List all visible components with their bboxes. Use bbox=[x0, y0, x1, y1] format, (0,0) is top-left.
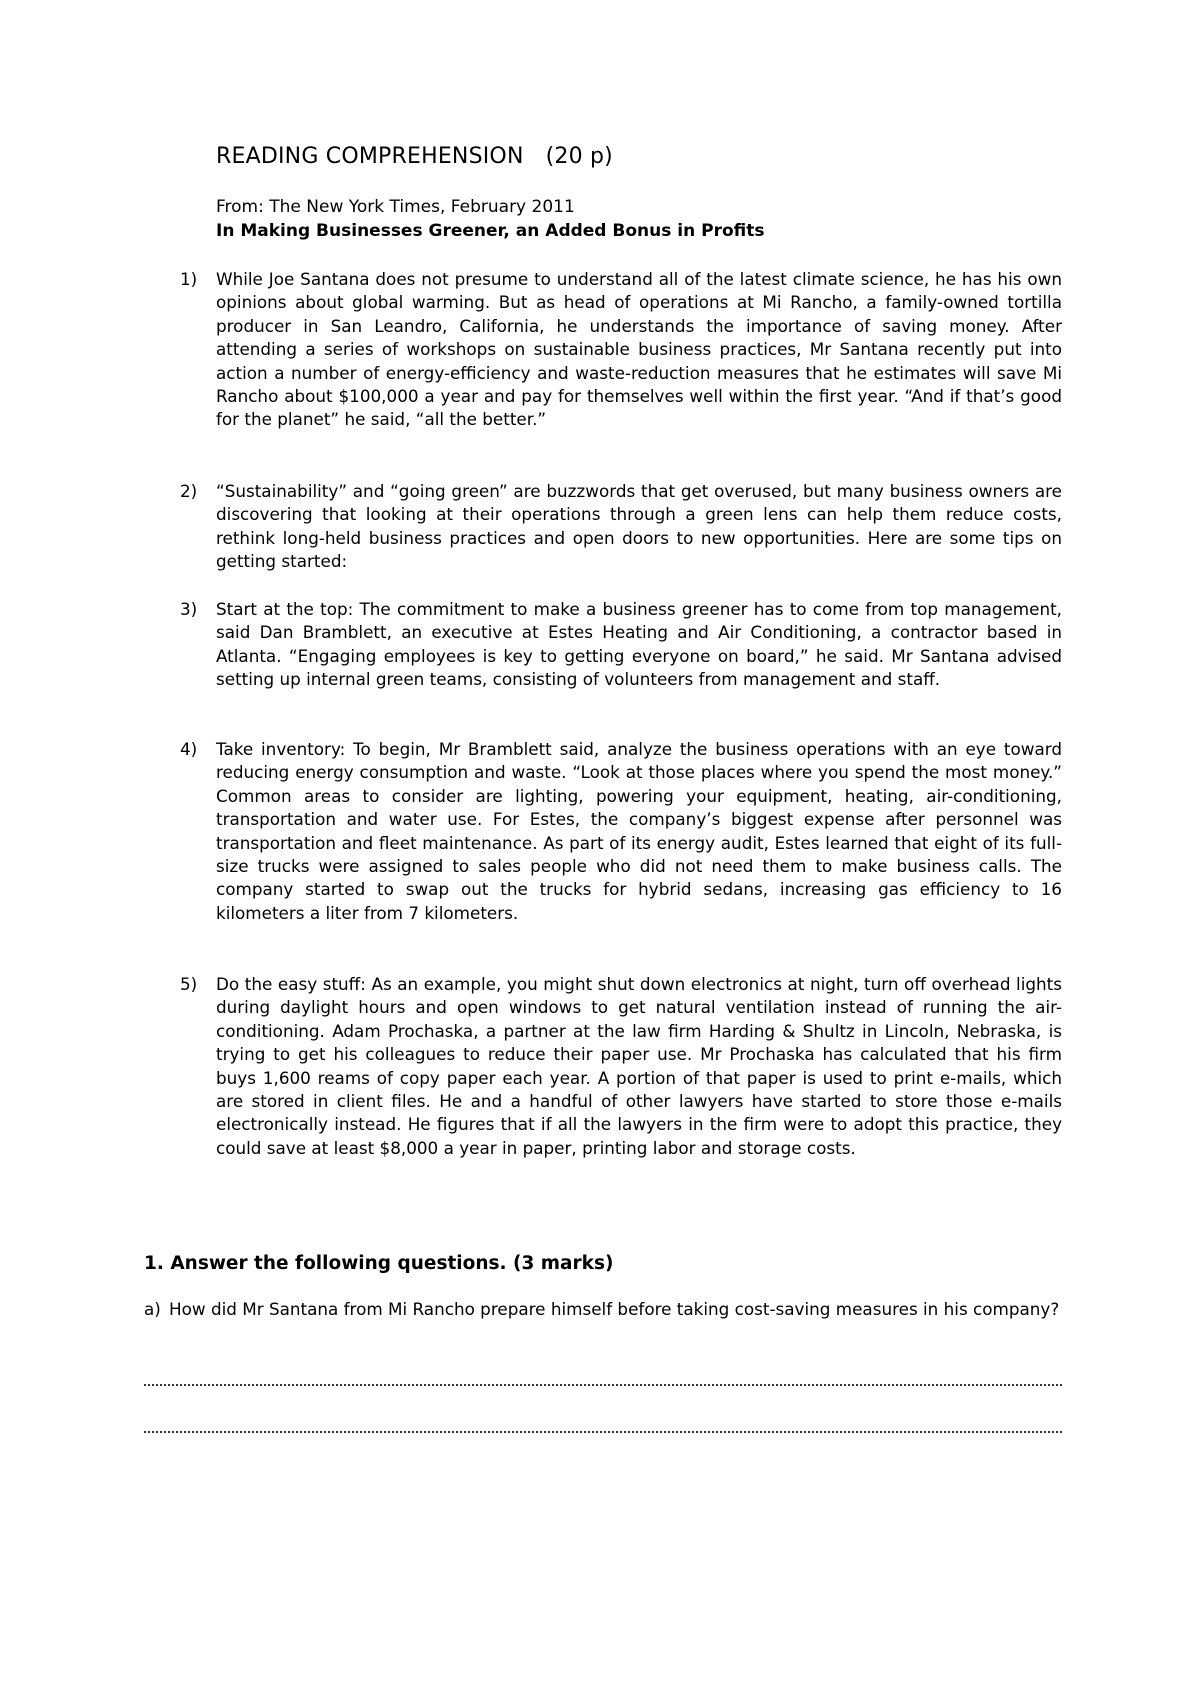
page-title bbox=[216, 144, 613, 169]
paragraph-text: Start at the top: The commitment to make a business greener has to come from top management, said Dan Bramblett, an executive at Estes Heating and Air Conditioning, a contractor based in Atlanta. “Engaging employees is key to getting everyone on board,” he said. Mr Santana advised setting up internal green teams, consisting of volunteers from management and staff. bbox=[216, 599, 1062, 690]
article-source: From: The New York Times, February 2011 bbox=[216, 197, 575, 217]
question-label: a) bbox=[144, 1299, 161, 1319]
title-score: (20 p) bbox=[545, 144, 613, 169]
paragraph-number: 2) bbox=[180, 481, 198, 501]
question-a bbox=[144, 1297, 1062, 1321]
question-text: How did Mr Santana from Mi Rancho prepare himself before taking cost-saving measures in his company? bbox=[169, 1299, 1060, 1319]
paragraph-2 bbox=[180, 480, 1062, 574]
answer-line-2[interactable] bbox=[144, 1431, 1062, 1433]
paragraph-4 bbox=[180, 738, 1062, 925]
exercise-heading: 1. Answer the following questions. (3 marks) bbox=[144, 1253, 614, 1274]
paragraph-number: 3) bbox=[180, 599, 198, 619]
paragraph-3 bbox=[180, 598, 1062, 692]
paragraph-text: “Sustainability” and “going green” are buzzwords that get overused, but many business owners are discovering that looking at their operations through a green lens can help them reduce costs, rethink long-held business practices and open doors to new opportunities. Here are some tips on getting started: bbox=[216, 481, 1062, 572]
paragraph-text: Do the easy stuff: As an example, you might shut down electronics at night, turn off overhead lights during daylight hours and open windows to get natural ventilation instead of running the air-conditioning. Adam Prochaska, a partner at the law firm Harding & Shultz in Lincoln, Nebraska, is trying to get his colleagues to reduce their paper use. Mr Prochaska has calculated that his firm buys 1,600 reams of copy paper each year. A portion of that paper is used to print e-mails, which are stored in client files. He and a handful of other lawyers have started to store those e-mails electronically instead. He figures that if all the lawyers in the firm were to adopt this practice, they could save at least $8,000 a year in paper, printing labor and storage costs. bbox=[216, 974, 1062, 1158]
paragraph-number: 1) bbox=[180, 269, 198, 289]
paragraph-text: While Joe Santana does not presume to understand all of the latest climate science, he has his own opinions about global warming. But as head of operations at Mi Rancho, a family-owned tortilla producer in San Leandro, California, he understands the importance of saving money. After attending a series of workshops on sustainable business practices, Mr Santana recently put into action a number of energy-efficiency and waste-reduction measures that he estimates will save Mi Rancho about $100,000 a year and pay for themselves well within the first year. “And if that’s good for the planet” he said, “all the better.” bbox=[216, 269, 1062, 430]
paragraph-5 bbox=[180, 973, 1062, 1160]
paragraph-number: 5) bbox=[180, 974, 198, 994]
title-main: READING COMPREHENSION bbox=[216, 144, 524, 169]
paragraph-1 bbox=[180, 268, 1062, 432]
paragraph-text: Take inventory: To begin, Mr Bramblett said, analyze the business operations with an eye toward reducing energy consumption and waste. “Look at those places where you spend the most money.” Common areas to consider are lighting, powering your equipment, heating, air-conditioning, transportation and water use. For Estes, the company’s biggest expense after personnel was transportation and fleet maintenance. As part of its energy audit, Estes learned that eight of its full-size trucks were assigned to sales people who did not need them to make business calls. The company started to swap out the trucks for hybrid sedans, increasing gas efficiency to 16 kilometers a liter from 7 kilometers. bbox=[216, 739, 1062, 923]
paragraph-number: 4) bbox=[180, 739, 198, 759]
article-headline: In Making Businesses Greener, an Added Bonus in Profits bbox=[216, 221, 765, 241]
answer-line-1[interactable] bbox=[144, 1384, 1062, 1386]
